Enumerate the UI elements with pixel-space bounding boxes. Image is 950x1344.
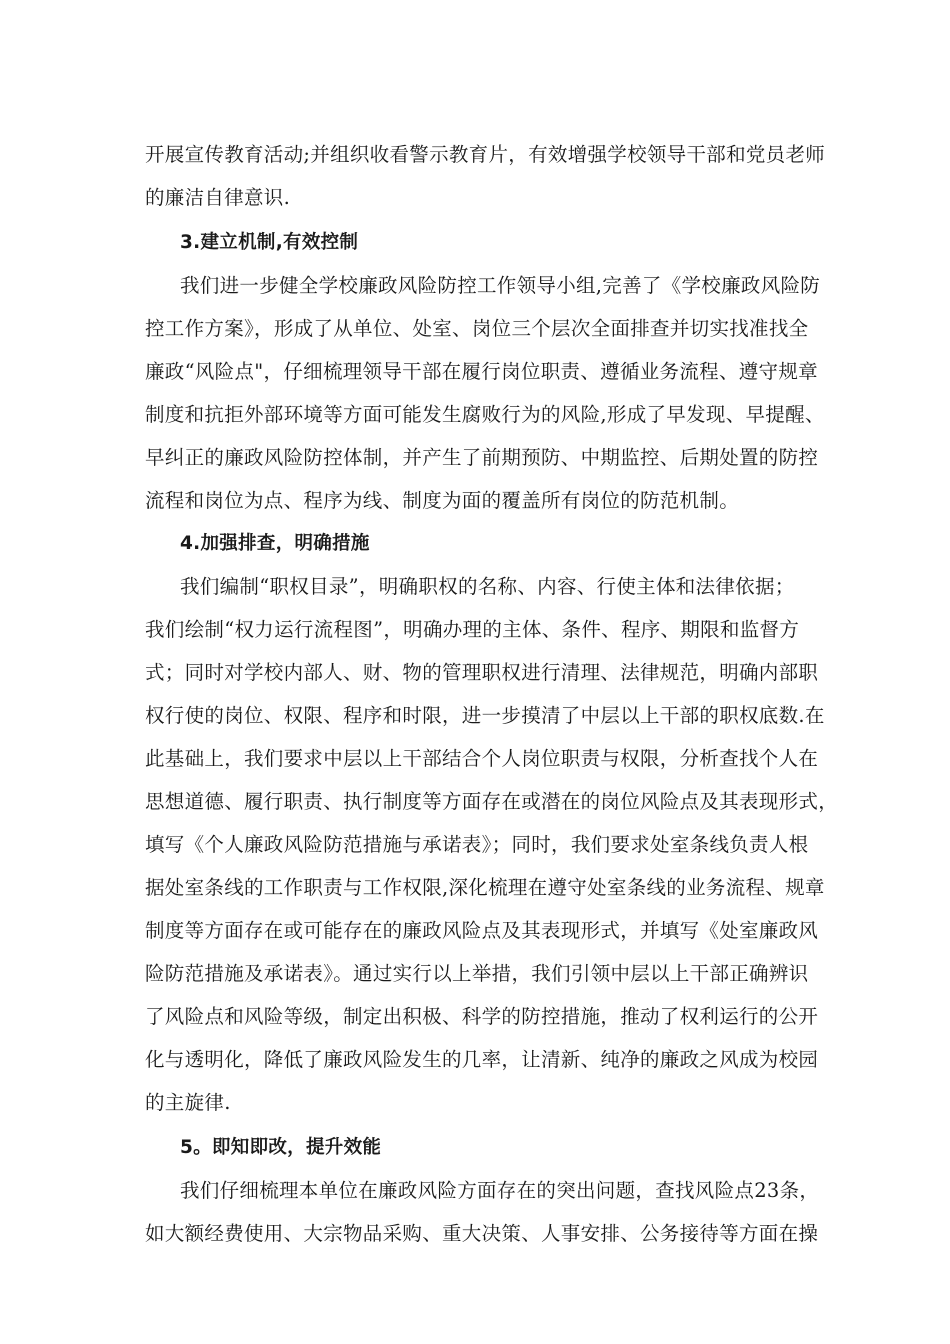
body-text-line: 了风险点和风险等级，制定出积极、科学的防控措施，推动了权利运行的公开: [145, 1005, 819, 1028]
body-text-line: 化与透明化，降低了廉政风险发生的几率，让清新、纯净的廉政之风成为校园: [145, 1048, 819, 1071]
body-text-line: 式；同时对学校内部人、财、物的管理职权进行清理、法律规范，明确内部职: [145, 661, 819, 684]
section-heading-3: 3.建立机制,有效控制: [180, 232, 359, 253]
body-text-line: 此基础上，我们要求中层以上干部结合个人岗位职责与权限，分析查找个人在: [145, 747, 819, 770]
body-text-line: 制度等方面存在或可能存在的廉政风险点及其表现形式，并填写《处室廉政风: [145, 919, 819, 942]
body-text-line: 早纠正的廉政风险防控体制，并产生了前期预防、中期监控、后期处置的防控: [145, 446, 819, 469]
body-text-line: 我们绘制“权力运行流程图”，明确办理的主体、条件、程序、期限和监督方: [145, 618, 800, 641]
section-heading-5: 5。即知即改，提升效能: [180, 1137, 382, 1158]
body-text-line: 的廉洁自律意识.: [145, 186, 291, 209]
body-text-line: 我们编制“职权目录”，明确职权的名称、内容、行使主体和法律依据；: [180, 575, 795, 598]
body-text-line: 的主旋律.: [145, 1091, 231, 1114]
body-text-line: 控工作方案》，形成了从单位、处室、岗位三个层次全面排查并切实找准找全: [145, 317, 809, 340]
body-text-line: 制度和抗拒外部环境等方面可能发生腐败行为的风险,形成了早发现、早提醒、: [145, 403, 825, 426]
body-text-line: 我们进一步健全学校廉政风险防控工作领导小组,完善了《学校廉政风险防: [180, 274, 821, 297]
body-text-line: 填写《个人廉政风险防范措施与承诺表》；同时，我们要求处室条线负责人根: [145, 833, 809, 856]
body-text-line: 开展宣传教育活动;并组织收看警示教育片，有效增强学校领导干部和党员老师: [145, 143, 826, 166]
body-text-line: 廉政“风险点"，仔细梳理领导干部在履行岗位职责、遵循业务流程、遵守规章: [145, 360, 818, 383]
body-text-line: 据处室条线的工作职责与工作权限,深化梳理在遵守处室条线的业务流程、规章: [145, 876, 825, 899]
section-heading-4: 4.加强排查，明确措施: [180, 533, 370, 554]
body-text-line: 我们仔细梳理本单位在廉政风险方面存在的突出问题，查找风险点23条，: [180, 1179, 820, 1202]
body-text-line: 险防范措施及承诺表》。通过实行以上举措，我们引领中层以上干部正确辨识: [145, 962, 809, 985]
body-text-line: 权行使的岗位、权限、程序和时限，进一步摸清了中层以上干部的职权底数.在: [145, 704, 825, 727]
body-text-line: 如大额经费使用、大宗物品采购、重大决策、人事安排、公务接待等方面在操: [145, 1222, 819, 1245]
body-text-line: 流程和岗位为点、程序为线、制度为面的覆盖所有岗位的防范机制。: [145, 489, 740, 512]
body-text-line: 思想道德、履行职责、执行制度等方面存在或潜在的岗位风险点及其表现形式，: [145, 790, 839, 813]
